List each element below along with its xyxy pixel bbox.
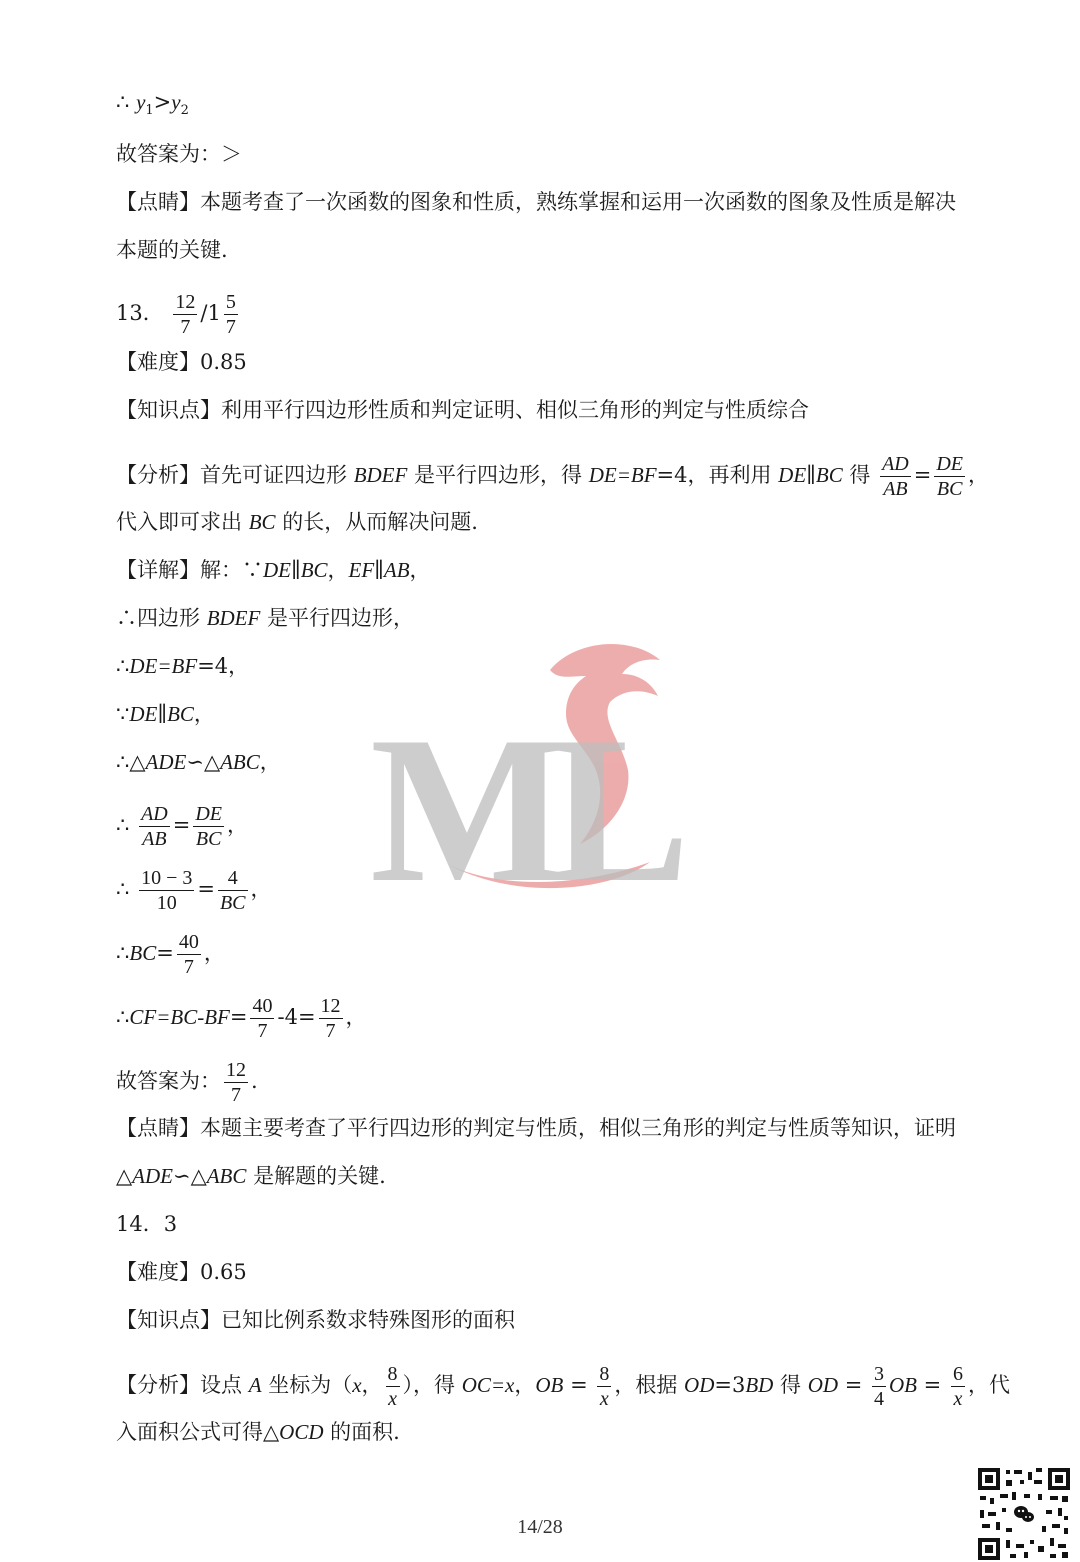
equals: = (913, 463, 932, 487)
numerator: DE (936, 453, 964, 475)
denominator: x (599, 1388, 609, 1410)
fraction (193, 802, 224, 851)
numerator: 40 (252, 995, 273, 1017)
text: =4， (197, 654, 250, 678)
analysis-14 (116, 1362, 1010, 1411)
denominator: AB (883, 478, 908, 500)
step-8 (116, 994, 367, 1043)
numerator: AD (141, 803, 168, 825)
math-var: DE∥BC (263, 558, 328, 582)
fraction (250, 994, 274, 1043)
fraction (218, 866, 248, 915)
denominator: 7 (325, 1020, 336, 1042)
numerator: 10 − 3 (141, 867, 193, 889)
subscript: 1 (145, 103, 154, 119)
fraction (139, 802, 170, 851)
text: ， (227, 813, 249, 837)
question-13-answer (116, 290, 241, 339)
text: 【分析】设点 (116, 1373, 249, 1397)
text: 是解题的关键. (246, 1164, 386, 1188)
denominator: 7 (225, 316, 236, 338)
text: =3 (714, 1373, 746, 1397)
comment-line: 【点睛】本题考查了一次函数的图象和性质，熟练掌握和运用一次函数的图象及性质是解决 (116, 190, 956, 214)
math-var: x (352, 1373, 362, 1397)
math-var: DE=BF (129, 654, 198, 678)
fraction (139, 866, 194, 915)
comment-13: 【点睛】本题主要考查了平行四边形的判定与性质，相似三角形的判定与性质等知识，证明 (116, 1116, 956, 1140)
text: = (838, 1373, 869, 1397)
text: = (563, 1373, 595, 1397)
text: ∴ (116, 813, 130, 837)
step-5 (116, 802, 248, 851)
analysis-13 (116, 452, 989, 501)
math-var: BDEF (206, 606, 261, 630)
numerator: DE (195, 803, 223, 825)
numerator: 5 (225, 291, 236, 313)
var-y: y (136, 90, 146, 114)
text: ， (361, 1373, 383, 1397)
text: ， (514, 1373, 536, 1397)
denominator: x (953, 1388, 963, 1410)
math-var: CF=BC-BF (129, 1005, 230, 1029)
numerator: 3 (874, 1363, 884, 1385)
math-var: A (248, 1373, 262, 1397)
answer-line: 故答案为：＞ (116, 142, 242, 166)
step-2 (116, 652, 249, 680)
svg-text:L: L (550, 694, 691, 920)
qr-code (976, 1466, 1072, 1562)
question-number: 13． (116, 301, 164, 325)
denominator: x (388, 1388, 397, 1410)
subscript: 2 (180, 103, 189, 119)
fraction (597, 1362, 611, 1411)
text: 的长，从而解决问题. (275, 510, 478, 534)
text: ∴ (116, 877, 130, 901)
math-var: OCD (279, 1420, 324, 1444)
therefore-y1-gt-y2 (116, 88, 189, 125)
text: 代入即可求出 (116, 510, 249, 534)
step-6 (116, 866, 272, 915)
equals: = (172, 813, 191, 837)
denominator: 7 (180, 316, 191, 338)
text: ∴ (116, 654, 130, 678)
fraction (319, 994, 343, 1043)
text: ， (250, 877, 272, 901)
math-var: ABC (206, 1164, 247, 1188)
denominator: 7 (257, 1020, 268, 1042)
math-var: OC=x (461, 1373, 515, 1397)
numerator: 12 (226, 1059, 246, 1081)
text: △ (116, 1164, 133, 1188)
fraction (177, 930, 201, 979)
fraction (386, 1362, 400, 1411)
text: ∴ (116, 941, 130, 965)
numerator: 40 (178, 931, 199, 953)
fraction (224, 1058, 248, 1107)
denominator: 7 (183, 956, 194, 978)
knowledge-13: 【知识点】利用平行四边形性质和判定证明、相似三角形的判定与性质综合 (116, 398, 809, 422)
fraction (934, 452, 965, 501)
math-var: BC (248, 510, 276, 534)
denominator: BC (936, 478, 963, 500)
comment-13-cont (116, 1162, 386, 1190)
math-var: DE∥BC (129, 702, 194, 726)
text: 【分析】首先可证四边形 (116, 463, 354, 487)
slash-text: /1 (200, 301, 221, 325)
detail-13 (116, 556, 431, 584)
denominator: AB (142, 828, 167, 850)
text: ∴△ (116, 750, 146, 774)
text: ∽△ (186, 750, 221, 774)
answer-13 (116, 1058, 258, 1107)
text: 故答案为： (116, 1069, 221, 1093)
text: 是平行四边形，得 (407, 463, 589, 487)
denominator: BC (219, 892, 246, 914)
math-var: DE∥BC (778, 463, 843, 487)
text: 得 (842, 463, 871, 487)
text: ∽△ (172, 1164, 207, 1188)
var-y: y (171, 90, 181, 114)
step-1 (116, 604, 414, 632)
text: ， (193, 702, 215, 726)
math-var: BD (745, 1373, 774, 1397)
text: = (156, 941, 174, 965)
text: 入面积公式可得△ (116, 1420, 280, 1444)
math-var: BDEF (353, 463, 408, 487)
text: ， (327, 558, 349, 582)
math-var: BC (129, 941, 157, 965)
denominator: 7 (231, 1084, 241, 1106)
text: ），得 (402, 1373, 462, 1397)
text: ∴四边形 (116, 606, 207, 630)
numerator: 8 (599, 1363, 610, 1385)
numerator: 6 (952, 1363, 963, 1385)
question-14-answer: 14．3 (116, 1212, 178, 1236)
denominator: 10 (156, 892, 177, 914)
page-number: 14/28 (517, 1516, 563, 1538)
text: . (251, 1069, 258, 1093)
text: 坐标为（ (261, 1373, 353, 1397)
analysis-14-cont (116, 1418, 400, 1446)
step-7 (116, 930, 225, 979)
text: ， (968, 463, 990, 487)
math-var: OB (889, 1373, 917, 1397)
text: = (229, 1005, 248, 1029)
math-var: OD (807, 1373, 839, 1397)
text: ，代 (967, 1373, 1010, 1397)
fraction (951, 1362, 965, 1411)
text: 【详解】解：∵ (116, 558, 263, 582)
math-var: OD (684, 1373, 715, 1397)
math-var: DE=BF (588, 463, 657, 487)
numerator: 4 (218, 866, 248, 891)
numerator: 8 (387, 1363, 398, 1385)
therefore-symbol: ∴ (116, 90, 130, 114)
text: ， (409, 558, 431, 582)
difficulty-14: 【难度】0.65 (116, 1260, 247, 1284)
equals: = (197, 877, 215, 901)
analysis-13-cont (116, 508, 478, 536)
numerator: 12 (320, 995, 341, 1017)
text: 是平行四边形， (260, 606, 415, 630)
text: ， (203, 941, 225, 965)
knowledge-14: 【知识点】已知比例系数求特殊图形的面积 (116, 1308, 515, 1332)
denominator: BC (195, 828, 222, 850)
text: -4= (277, 1005, 316, 1029)
fraction (173, 290, 197, 339)
text: =4，再利用 (656, 463, 779, 487)
difficulty-13: 【难度】0.85 (116, 350, 247, 374)
text: ， (259, 750, 281, 774)
fraction (224, 290, 238, 339)
numerator: AD (882, 453, 909, 475)
text: = (917, 1373, 948, 1397)
fraction (880, 452, 911, 501)
text: 的面积. (323, 1420, 400, 1444)
math-var: ADE (132, 1164, 173, 1188)
step-4 (116, 748, 281, 776)
math-var: EF∥AB (348, 558, 410, 582)
math-var: OB (535, 1373, 564, 1397)
math-var: ABC (220, 750, 260, 774)
gt-symbol: > (153, 90, 172, 114)
comment-line-cont: 本题的关键. (116, 238, 228, 262)
denominator: 4 (874, 1388, 884, 1410)
text: ∵ (116, 702, 130, 726)
svg-text:M: M (370, 694, 569, 920)
text: 得 (773, 1373, 808, 1397)
text: ，根据 (614, 1373, 685, 1397)
text: ∴ (116, 1005, 130, 1029)
fraction (872, 1362, 886, 1411)
text: ， (345, 1005, 367, 1029)
dragon-ml-watermark (360, 630, 700, 920)
math-var: ADE (145, 750, 187, 774)
step-3 (116, 700, 215, 728)
numerator: 12 (175, 291, 196, 313)
